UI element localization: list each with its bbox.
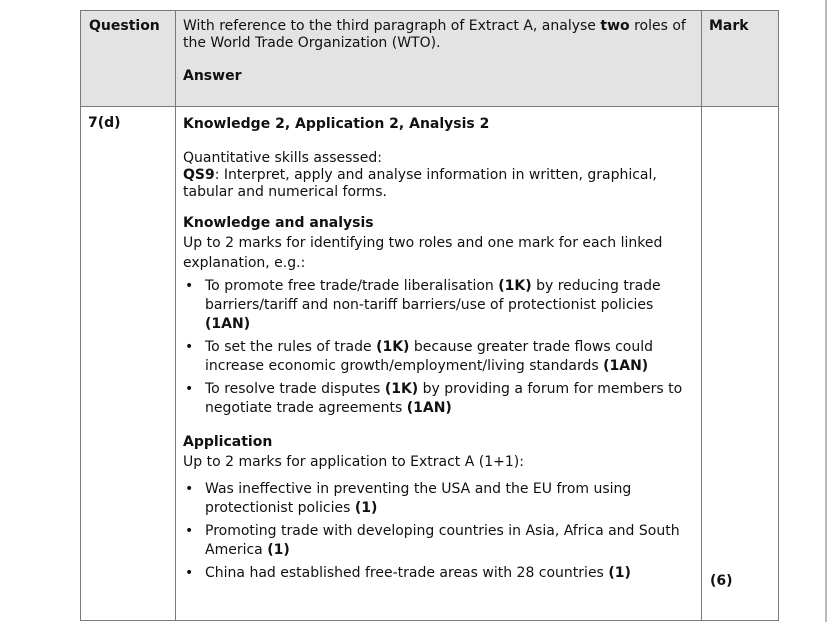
- answer-header: Answer: [183, 68, 242, 84]
- knowledge-heading: Knowledge and analysis: [183, 215, 374, 231]
- list-item: • Promoting trade with developing countries in Asia, Africa and South America (1): [185, 523, 680, 558]
- list-item: • To promote free trade/trade liberalisation (1K) by reducing trade barriers/tariff and non-tariff barriers/use of protectionist policies (1AN): [185, 278, 661, 332]
- mark-scheme-table: [80, 10, 779, 621]
- list-item: • Was ineffective in preventing the USA and the EU from using protectionist policies (1): [185, 481, 632, 516]
- bullet-icon: •: [185, 381, 194, 397]
- list-item: • To resolve trade disputes (1K) by providing a forum for members to negotiate trade agreements (1AN): [185, 381, 683, 416]
- question-prompt: With reference to the third paragraph of Extract A, analyse two roles of the World Trade Organization (WTO).: [183, 18, 686, 51]
- question-prompt-cell: [176, 11, 702, 107]
- bullet-icon: •: [185, 339, 194, 355]
- answer-row: [81, 107, 779, 621]
- bullet-icon: •: [185, 278, 194, 294]
- application-heading: Application: [183, 434, 273, 450]
- list-item: • To set the rules of trade (1K) because greater trade flows could increase economic growth/employment/living standards (1AN): [185, 339, 654, 374]
- qs-detail: QS9: Interpret, apply and analyse information in written, graphical, tabular and numerical forms.: [183, 167, 657, 200]
- window-edge: [825, 0, 827, 622]
- qs-intro: Quantitative skills assessed:: [183, 150, 382, 166]
- bullet-icon: •: [185, 523, 194, 539]
- application-list: [183, 480, 691, 583]
- mark-cell: [702, 107, 779, 621]
- header-row: [81, 11, 779, 107]
- knowledge-intro: Up to 2 marks for identifying two roles and one mark for each linked explanation, e.g.:: [183, 235, 663, 271]
- knowledge-list: [183, 277, 691, 418]
- assessment-criteria: Knowledge 2, Application 2, Analysis 2: [183, 116, 490, 132]
- bullet-icon: •: [185, 565, 194, 581]
- application-intro: Up to 2 marks for application to Extract A (1+1):: [183, 454, 524, 470]
- mark-value: (6): [710, 573, 733, 589]
- answer-content: [176, 107, 702, 621]
- bullet-icon: •: [185, 481, 194, 497]
- question-header: Question: [81, 11, 176, 107]
- list-item: • China had established free-trade areas with 28 countries (1): [185, 565, 631, 581]
- mark-header: Mark: [702, 11, 779, 107]
- question-number: 7(d): [81, 107, 176, 621]
